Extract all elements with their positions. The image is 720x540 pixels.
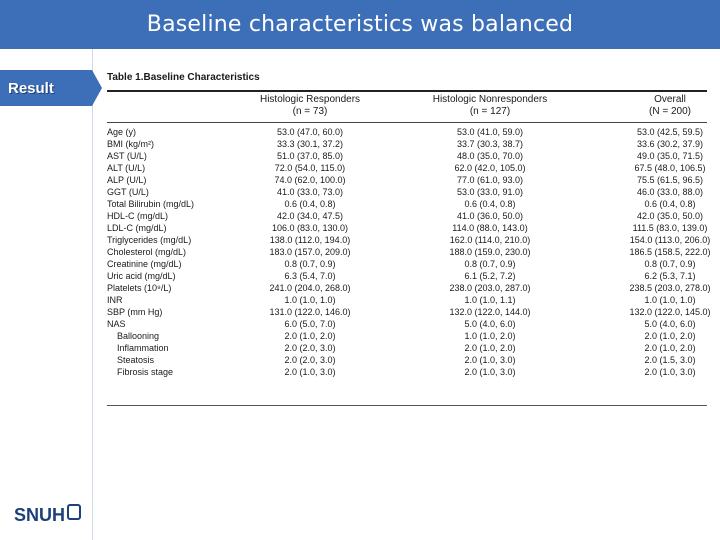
table-row <box>107 342 707 354</box>
row-label: Cholesterol (mg/dL) <box>107 247 187 257</box>
table-row <box>107 354 707 366</box>
row-label: BMI (kg/m²) <box>107 139 154 149</box>
cell-nonresponders: 6.1 (5.2, 7.2) <box>464 271 516 281</box>
row-label: ALT (U/L) <box>107 163 146 173</box>
cell-overall: 186.5 (158.5, 222.0) <box>629 247 711 257</box>
table-row <box>107 210 707 222</box>
cell-overall: 2.0 (1.0, 3.0) <box>644 367 696 377</box>
logo-mark-icon <box>67 504 81 520</box>
row-label: GGT (U/L) <box>107 187 149 197</box>
row-label: Uric acid (mg/dL) <box>107 271 176 281</box>
cell-overall: 46.0 (33.0, 88.0) <box>636 187 704 197</box>
header-responders-n: (n = 73) <box>292 106 328 117</box>
table-row <box>107 186 707 198</box>
row-label: Inflammation <box>117 343 169 353</box>
cell-nonresponders: 0.8 (0.7, 0.9) <box>464 259 516 269</box>
row-label: Total Bilirubin (mg/dL) <box>107 199 195 209</box>
table-row <box>107 366 707 378</box>
cell-nonresponders: 48.0 (35.0, 70.0) <box>456 151 524 161</box>
table-bottom-rule <box>107 405 707 406</box>
cell-overall: 67.5 (48.0, 106.5) <box>634 163 706 173</box>
table-header <box>107 92 707 122</box>
cell-overall: 238.5 (203.0, 278.0) <box>629 283 711 293</box>
cell-overall: 111.5 (83.0, 139.0) <box>632 223 708 233</box>
sidebar-divider <box>92 49 93 540</box>
cell-overall: 6.2 (5.3, 7.1) <box>644 271 696 281</box>
row-label: Age (y) <box>107 127 137 137</box>
cell-nonresponders: 2.0 (1.0, 3.0) <box>464 367 516 377</box>
snuh-logo <box>14 505 81 526</box>
row-label: AST (U/L) <box>107 151 147 161</box>
cell-nonresponders: 162.0 (114.0, 210.0) <box>449 235 531 245</box>
table-row <box>107 246 711 258</box>
cell-responders: 138.0 (112.0, 194.0) <box>269 235 351 245</box>
table-row <box>107 258 707 270</box>
cell-nonresponders: 5.0 (4.0, 6.0) <box>464 319 516 329</box>
cell-responders: 106.0 (83.0, 130.0) <box>271 223 349 233</box>
cell-nonresponders: 238.0 (203.0, 287.0) <box>449 283 531 293</box>
cell-nonresponders: 41.0 (36.0, 50.0) <box>456 211 524 221</box>
cell-nonresponders: 188.0 (159.0, 230.0) <box>449 247 531 257</box>
cell-overall: 53.0 (42.5, 59.5) <box>636 127 704 137</box>
cell-responders: 53.0 (47.0, 60.0) <box>276 127 344 137</box>
cell-overall: 33.6 (30.2, 37.9) <box>636 139 704 149</box>
header-nonresponders: Histologic Nonresponders <box>432 94 548 105</box>
header-responders: Histologic Responders <box>259 94 361 105</box>
cell-responders: 2.0 (1.0, 2.0) <box>284 331 336 341</box>
table-row <box>107 174 707 186</box>
cell-nonresponders: 77.0 (61.0, 93.0) <box>456 175 524 185</box>
cell-overall: 42.0 (35.0, 50.0) <box>636 211 704 221</box>
cell-responders: 241.0 (204.0, 268.0) <box>269 283 351 293</box>
cell-overall: 132.0 (122.0, 145.0) <box>629 307 711 317</box>
row-label: Creatinine (mg/dL) <box>107 259 182 269</box>
slide-title: Baseline characteristics was balanced <box>0 0 720 49</box>
row-label: HDL-C (mg/dL) <box>107 211 169 221</box>
row-label: LDL-C (mg/dL) <box>107 223 167 233</box>
section-label-result: Result <box>0 70 92 106</box>
row-label: Fibrosis stage <box>117 367 174 377</box>
cell-responders: 2.0 (2.0, 3.0) <box>284 355 336 365</box>
cell-responders: 51.0 (37.0, 85.0) <box>276 151 344 161</box>
cell-responders: 74.0 (62.0, 100.0) <box>274 175 346 185</box>
header-nonresponders-n: (n = 127) <box>469 106 511 117</box>
cell-responders: 6.3 (5.4, 7.0) <box>284 271 336 281</box>
table-title-text: Baseline Characteristics <box>143 72 260 83</box>
cell-overall: 5.0 (4.0, 6.0) <box>644 319 696 329</box>
cell-nonresponders: 132.0 (122.0, 144.0) <box>449 307 531 317</box>
cell-responders: 1.0 (1.0, 1.0) <box>284 295 336 305</box>
table-row <box>107 306 711 318</box>
row-label: INR <box>107 295 123 305</box>
cell-nonresponders: 62.0 (42.0, 105.0) <box>454 163 526 173</box>
cell-overall: 2.0 (1.5, 3.0) <box>644 355 696 365</box>
row-label: NAS <box>107 319 126 329</box>
logo-text: SNUH <box>14 505 66 525</box>
cell-nonresponders: 1.0 (1.0, 2.0) <box>464 331 516 341</box>
row-label: ALP (U/L) <box>107 175 147 185</box>
cell-nonresponders: 2.0 (1.0, 2.0) <box>464 343 516 353</box>
cell-responders: 41.0 (33.0, 73.0) <box>276 187 344 197</box>
row-label: Ballooning <box>117 331 160 341</box>
cell-overall: 49.0 (35.0, 71.5) <box>636 151 704 161</box>
row-label: SBP (mm Hg) <box>107 307 163 317</box>
header-overall: Overall <box>654 94 686 105</box>
table-row <box>107 222 707 234</box>
table-row <box>107 330 707 342</box>
cell-responders: 131.0 (122.0, 146.0) <box>269 307 351 317</box>
table-row <box>107 138 707 150</box>
cell-nonresponders: 1.0 (1.0, 1.1) <box>464 295 516 305</box>
cell-responders: 6.0 (5.0, 7.0) <box>284 319 336 329</box>
cell-nonresponders: 0.6 (0.4, 0.8) <box>464 199 516 209</box>
cell-responders: 183.0 (157.0, 209.0) <box>269 247 351 257</box>
cell-responders: 72.0 (54.0, 115.0) <box>274 163 346 173</box>
cell-nonresponders: 2.0 (1.0, 3.0) <box>464 355 516 365</box>
table-row <box>107 294 707 306</box>
row-label: Platelets (10⁹/L) <box>107 283 172 293</box>
table-header-rule <box>107 122 707 123</box>
table-row <box>107 234 711 246</box>
row-label: Triglycerides (mg/dL) <box>107 235 192 245</box>
table-row <box>107 270 707 282</box>
cell-overall: 75.5 (61.5, 96.5) <box>636 175 704 185</box>
cell-overall: 2.0 (1.0, 2.0) <box>644 343 696 353</box>
cell-responders: 0.6 (0.4, 0.8) <box>284 199 336 209</box>
cell-responders: 2.0 (2.0, 3.0) <box>284 343 336 353</box>
table-row <box>107 162 707 174</box>
cell-responders: 33.3 (30.1, 37.2) <box>276 139 344 149</box>
table-row <box>107 126 707 138</box>
cell-overall: 154.0 (113.0, 206.0) <box>629 235 711 245</box>
cell-nonresponders: 53.0 (41.0, 59.0) <box>456 127 524 137</box>
cell-overall: 2.0 (1.0, 2.0) <box>644 331 696 341</box>
baseline-table <box>107 72 711 378</box>
table-row <box>107 198 707 210</box>
table-row <box>107 318 707 330</box>
cell-nonresponders: 114.0 (88.0, 143.0) <box>452 223 528 233</box>
table-row <box>107 150 707 162</box>
cell-overall: 0.8 (0.7, 0.9) <box>644 259 696 269</box>
row-label: Steatosis <box>117 355 155 365</box>
cell-nonresponders: 53.0 (33.0, 91.0) <box>456 187 524 197</box>
header-overall-n: (N = 200) <box>649 106 691 117</box>
cell-responders: 42.0 (34.0, 47.5) <box>276 211 344 221</box>
cell-overall: 1.0 (1.0, 1.0) <box>644 295 696 305</box>
cell-responders: 2.0 (1.0, 3.0) <box>284 367 336 377</box>
cell-responders: 0.8 (0.7, 0.9) <box>284 259 336 269</box>
table-title-number: Table 1. <box>107 72 144 83</box>
cell-overall: 0.6 (0.4, 0.8) <box>644 199 696 209</box>
table-row <box>107 282 711 294</box>
cell-nonresponders: 33.7 (30.3, 38.7) <box>456 139 524 149</box>
table-body <box>107 126 711 378</box>
table-title <box>107 72 707 84</box>
